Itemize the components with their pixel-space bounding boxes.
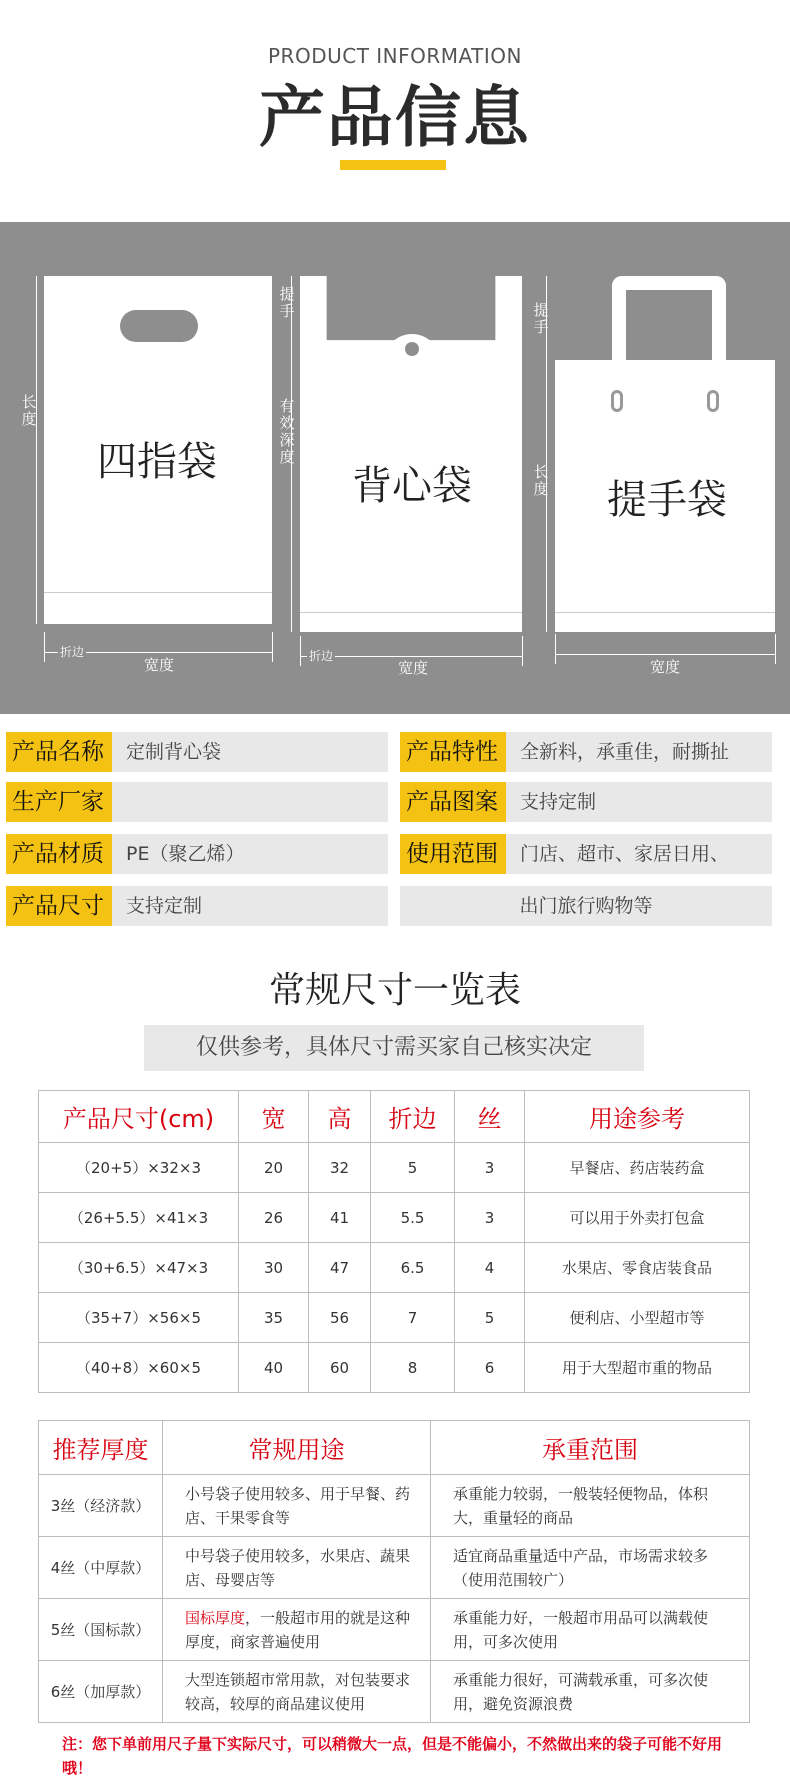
size-cell: 40 [239, 1343, 309, 1393]
footnote: 注：您下单前用尺子量下实际尺寸，可以稍微大一点，但是不能偏小，不然做出来的袋子可能不好用哦！ [62, 1735, 723, 1777]
size-cell: 用于大型超市重的物品 [525, 1343, 750, 1393]
table-row [39, 1243, 750, 1293]
table-row [39, 1599, 750, 1661]
attr-value [112, 782, 388, 822]
size-cell: 56 [309, 1293, 371, 1343]
attr-row [400, 834, 772, 874]
attr-row [400, 886, 772, 926]
table-row [39, 1193, 750, 1243]
attr-label: 产品图案 [400, 782, 506, 822]
header-cn-title: 产品信息 [259, 79, 531, 156]
size-cell: 水果店、零食店装食品 [525, 1243, 750, 1293]
bag-name-1: 四指袋 [97, 439, 217, 485]
attr-row [6, 886, 388, 926]
handle-hole [120, 310, 198, 342]
thickness-cell: 6丝（加厚款） [39, 1661, 163, 1723]
depth-label-2: 有效深度 [279, 397, 295, 466]
vest-hang-hole [405, 342, 419, 356]
size-col-header: 宽 [239, 1091, 309, 1143]
thickness-cell: 5丝（国标款） [39, 1599, 163, 1661]
size-cell: 早餐店、药店装药盒 [525, 1143, 750, 1193]
use-text: 中号袋子使用较多，水果店、蔬果店、母婴店等 [185, 1546, 411, 1589]
size-cell: （35+7）×56×5 [39, 1293, 239, 1343]
load-cell: 承重能力好，一般超市用品可以满载使用，可多次使用 [431, 1599, 750, 1661]
attr-label: 生产厂家 [6, 782, 112, 822]
thickness-col-header: 承重范围 [431, 1421, 750, 1475]
size-cell: 4 [455, 1243, 525, 1293]
thickness-cell: 3丝（经济款） [39, 1475, 163, 1537]
size-cell: 47 [309, 1243, 371, 1293]
fold-label-2: 折边 [309, 649, 334, 663]
attr-row [6, 834, 388, 874]
title-underline [340, 160, 446, 170]
size-cell: 35 [239, 1293, 309, 1343]
table-row [39, 1537, 750, 1599]
size-cell: 5 [455, 1293, 525, 1343]
handle-slot-left [611, 390, 623, 412]
size-cell: 32 [309, 1143, 371, 1193]
size-table-header-row [39, 1091, 750, 1143]
size-cell: 3 [455, 1193, 525, 1243]
use-text: ，一般超市用的就是这种厚度，商家普遍使用 [185, 1608, 411, 1651]
use-text: 大型连锁超市常用款，对包装要求较高，较厚的商品建议使用 [185, 1670, 411, 1713]
size-cell: 8 [371, 1343, 455, 1393]
load-cell: 承重能力较弱，一般装轻便物品，体积大，重量轻的商品 [431, 1475, 750, 1537]
size-table [38, 1090, 750, 1393]
size-cell: 5 [371, 1143, 455, 1193]
size-section-title: 常规尺寸一览表 [268, 970, 521, 1011]
size-cell: 可以用于外卖打包盒 [525, 1193, 750, 1243]
thickness-cell: 4丝（中厚款） [39, 1537, 163, 1599]
size-cell: 30 [239, 1243, 309, 1293]
width-label-1: 宽度 [144, 656, 175, 674]
size-cell: 26 [239, 1193, 309, 1243]
length-label-1: 长度 [21, 393, 37, 428]
use-cell [163, 1599, 431, 1661]
size-cell: 5.5 [371, 1193, 455, 1243]
size-col-header: 丝 [455, 1091, 525, 1143]
attr-value: 支持定制 [112, 886, 388, 926]
use-highlight: 国标厚度 [185, 1608, 246, 1627]
attr-row [400, 732, 772, 772]
thickness-table-header-row [39, 1421, 750, 1475]
size-cell: 6 [455, 1343, 525, 1393]
size-cell: 6.5 [371, 1243, 455, 1293]
size-col-header: 用途参考 [525, 1091, 750, 1143]
bag-illustration-panel [0, 222, 790, 714]
size-cell: （26+5.5）×41×3 [39, 1193, 239, 1243]
handle-label-3: 提手 [533, 301, 549, 336]
attr-value: 支持定制 [506, 782, 772, 822]
attr-label: 产品名称 [6, 732, 112, 772]
attr-label: 产品特性 [400, 732, 506, 772]
attr-value: PE（聚乙烯） [112, 834, 388, 874]
length-label-3: 长度 [533, 463, 549, 498]
size-cell: （40+8）×60×5 [39, 1343, 239, 1393]
thickness-col-header: 常规用途 [163, 1421, 431, 1475]
thickness-table [38, 1420, 750, 1723]
attr-label: 产品尺寸 [6, 886, 112, 926]
handle-label-2: 提手 [279, 285, 295, 320]
size-cell: 3 [455, 1143, 525, 1193]
size-cell: 便利店、小型超市等 [525, 1293, 750, 1343]
handle-slot-right [707, 390, 719, 412]
header-en-title: PRODUCT INFORMATION [268, 44, 522, 68]
table-row [39, 1293, 750, 1343]
attr-value: 定制背心袋 [112, 732, 388, 772]
size-col-header: 高 [309, 1091, 371, 1143]
table-row [39, 1343, 750, 1393]
attr-row [6, 732, 388, 772]
bag-name-3: 提手袋 [607, 477, 727, 523]
attr-label: 产品材质 [6, 834, 112, 874]
size-cell: 60 [309, 1343, 371, 1393]
attr-label: 使用范围 [400, 834, 506, 874]
size-cell: 20 [239, 1143, 309, 1193]
use-cell [163, 1661, 431, 1723]
load-cell: 承重能力很好，可满载承重，可多次使用，避免资源浪费 [431, 1661, 750, 1723]
table-row [39, 1475, 750, 1537]
attr-value: 全新料，承重佳，耐撕扯 [506, 732, 772, 772]
size-section-subtitle: 仅供参考，具体尺寸需买家自己核实决定 [144, 1025, 644, 1071]
width-label-2: 宽度 [398, 659, 429, 677]
attr-value-continued: 出门旅行购物等 [400, 886, 772, 926]
size-cell: （20+5）×32×3 [39, 1143, 239, 1193]
attr-value: 门店、超市、家居日用、 [506, 834, 772, 874]
load-cell: 适宜商品重量适中产品，市场需求较多（使用范围较广） [431, 1537, 750, 1599]
use-cell [163, 1475, 431, 1537]
bag-name-2: 背心袋 [352, 463, 472, 509]
attr-row [400, 782, 772, 822]
attr-row [6, 782, 388, 822]
table-row [39, 1143, 750, 1193]
size-col-header: 产品尺寸(cm) [39, 1091, 239, 1143]
table-row [39, 1661, 750, 1723]
size-cell: （30+6.5）×47×3 [39, 1243, 239, 1293]
width-label-3: 宽度 [650, 658, 681, 676]
size-cell: 7 [371, 1293, 455, 1343]
use-cell [163, 1537, 431, 1599]
thickness-col-header: 推荐厚度 [39, 1421, 163, 1475]
fold-label-1: 折边 [60, 645, 85, 659]
size-col-header: 折边 [371, 1091, 455, 1143]
size-cell: 41 [309, 1193, 371, 1243]
use-text: 小号袋子使用较多、用于早餐、药店、干果零食等 [185, 1484, 411, 1527]
